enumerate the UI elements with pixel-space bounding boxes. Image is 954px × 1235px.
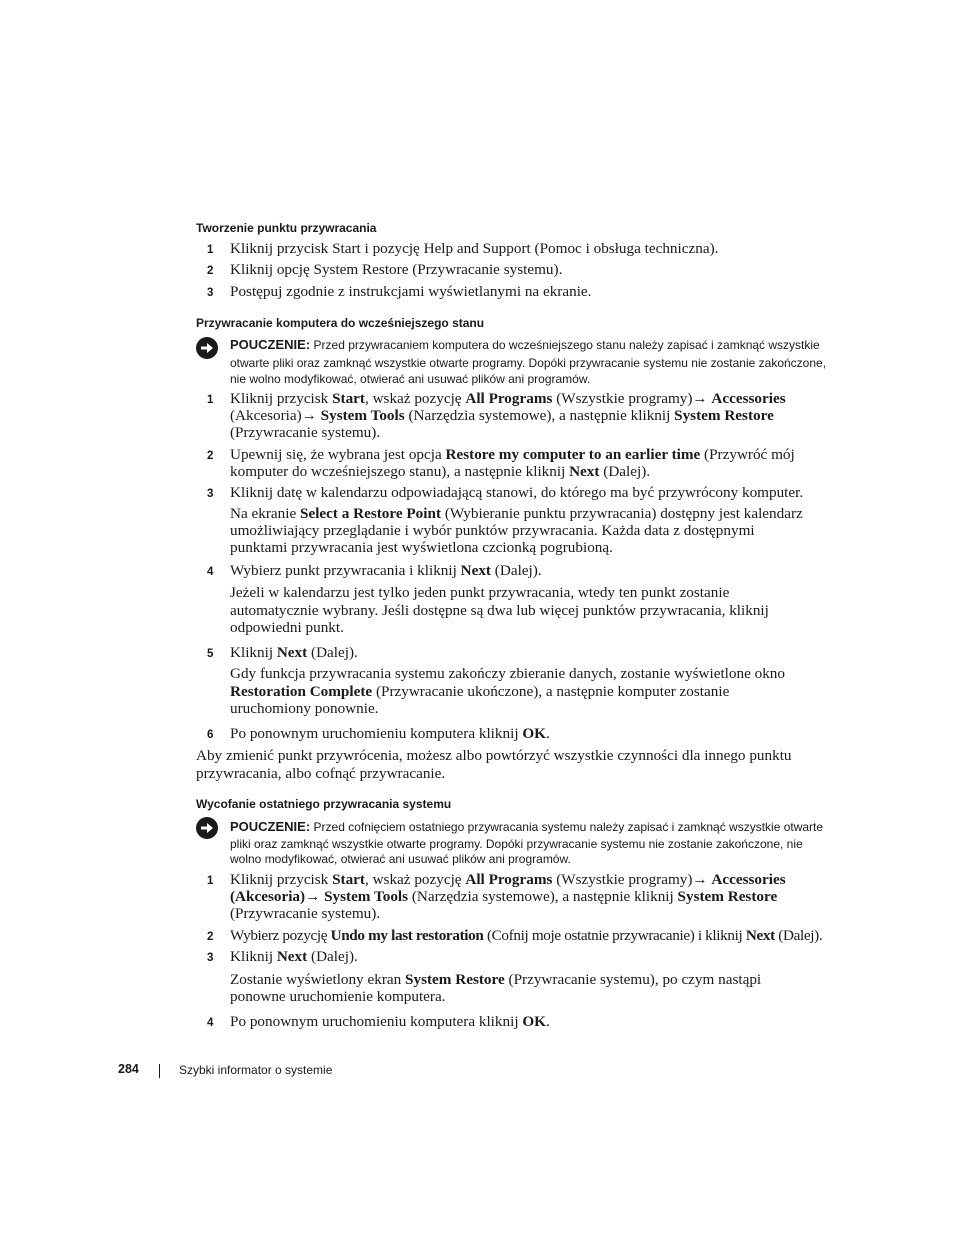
text: , wskaż pozycję [364,390,466,407]
text: Zostanie wyświetlony ekran [230,971,406,988]
step-text [230,1013,550,1030]
text: (Dalej). [307,644,358,661]
ui-term: Next [276,644,308,661]
ui-term: Restoration Complete [230,683,373,700]
ui-term: Undo my last restoration [330,927,484,944]
text: (Wszystkie programy)→ [552,390,712,407]
step-detail: umożliwiający przeglądanie i wybór punktów przywracania. Każda data z dostępnymi [230,522,755,539]
step-number: 1 [207,394,214,406]
ui-term: Start [332,871,365,888]
notice-label: POUCZENIE: [230,819,311,834]
step-number: 1 [207,244,214,256]
step-number: 4 [207,566,214,578]
text: Kliknij przycisk [230,390,333,407]
step-text [230,463,650,480]
step-text [230,725,550,742]
text: (Narzędzia systemowe), a następnie kliknij [408,888,678,905]
section-heading-create-restore-point: Tworzenie punktu przywracania [196,221,377,235]
ui-term: System Tools [324,888,409,905]
step-text: Postępuj zgodnie z instrukcjami wyświetlanymi na ekranie. [230,283,592,300]
step-number: 3 [207,488,214,500]
step-number: 2 [207,931,214,943]
step-number: 3 [207,952,214,964]
notice-text: Przed cofnięciem ostatniego przywracania systemu należy zapisać i zamknąć wszystkie otwarte [313,820,824,834]
ui-term: System Restore [405,971,505,988]
ui-term: Accessories [711,390,786,407]
step-text-content: Kliknij przycisk Start i pozycję Help and Support (Pomoc i obsługa techniczna). [230,240,719,257]
text: Kliknij [230,644,277,661]
step-detail: automatycznie wybrany. Jeśli dostępne są dwa lub więcej punktów przywracania, kliknij [230,602,769,619]
step-text [230,888,777,905]
paragraph-line: Aby zmienić punkt przywrócenia, możesz albo powtórzyć wszystkie czynności dla innego punktu [196,747,792,764]
text: (Przywracanie systemu), po czym nastąpi [504,971,762,988]
step-text [230,562,542,579]
text: (Dalej). [307,948,358,965]
ui-term: System Tools [320,407,405,424]
notice-text: Przed przywracaniem komputera do wcześniejszego stanu należy zapisać i zamknąć wszystkie [313,338,820,352]
notice-line-3: wolno modyfikować, otwierać ani usuwać plików ani programów. [230,852,571,866]
step-text [230,390,786,407]
text: Wybierz pozycję [230,927,331,944]
step-text [230,407,774,424]
ui-term: All Programs [465,390,553,407]
text: (Dalej). [599,463,651,480]
ui-term: All Programs [465,871,553,888]
step-detail: Jeżeli w kalendarzu jest tylko jeden punkt przywracania, wtedy ten punkt zostanie [230,584,730,601]
step-detail [230,971,761,988]
text: Kliknij przycisk [230,871,333,888]
paragraph-line: przywracania, albo cofnąć przywracanie. [196,765,446,782]
text: (Przywracanie ukończone), a następnie komputer zostanie [372,683,730,700]
text: Po ponownym uruchomieniu komputera kliknij [230,1013,523,1030]
ui-term: Restore my computer to an earlier time [445,446,701,463]
notice-line-2: otwarte pliki oraz zamknąć wszystkie otwarte programy. Dopóki przywracanie systemu nie zostanie zakończone, [230,356,827,370]
section-heading-undo-restore: Wycofanie ostatniego przywracania systemu [196,797,452,811]
step-text: (Przywracanie systemu). [230,905,381,922]
section-heading-restore-earlier-state: Przywracanie komputera do wcześniejszego stanu [196,316,485,330]
step-number: 3 [207,287,214,299]
ui-term: OK [522,1013,546,1030]
text: (Przywróć mój [700,446,795,463]
text: Po ponownym uruchomieniu komputera kliknij [230,725,523,742]
ui-term: Next [745,927,775,944]
step-number: 2 [207,450,214,462]
step-number: 4 [207,1017,214,1029]
ui-term: OK [522,725,546,742]
step-text: (Przywracanie systemu). [230,424,381,441]
notice-arrow-icon [196,337,218,359]
step-detail: punktami przywracania jest wyświetlona czcionką pogrubioną. [230,539,613,556]
ui-term: System Restore [674,407,774,424]
ui-term: Next [276,948,308,965]
text: (Akcesoria)→ [230,407,321,424]
notice-line-1 [230,337,820,354]
text: , wskaż pozycję [364,871,466,888]
step-text: Kliknij opcję System Restore (Przywracanie systemu). [230,261,563,278]
text: komputer do wcześniejszego stanu), a następnie kliknij [230,463,570,480]
step-text [230,927,822,944]
step-detail [230,683,729,700]
ui-term: Next [569,463,600,480]
step-text [230,948,358,965]
step-text [230,446,795,463]
text: (Dalej). [491,562,542,579]
step-number: 2 [207,265,214,277]
notice-line-1 [230,819,823,836]
footer-divider [159,1064,160,1078]
ui-term: Accessories [711,871,786,888]
notice-line-3: nie wolno modyfikować, otwierać ani usuwać plików ani programów. [230,372,591,386]
text: (Cofnij moje ostatnie przywracanie) i kliknij [483,927,746,944]
notice-label: POUCZENIE: [230,337,311,352]
step-detail: Gdy funkcja przywracania systemu zakończy zbieranie danych, zostanie wyświetlone okno [230,665,785,682]
step-text [230,240,718,257]
notice-line-2: pliki oraz zamknąć wszystkie otwarte programy. Dopóki przywracanie systemu nie zostanie zakończone, nie [230,837,803,851]
ui-term: Select a Restore Point [300,505,442,522]
step-text [230,644,358,661]
ui-term: Start [332,390,365,407]
notice-arrow-icon [196,817,218,839]
text: (Dalej). [774,927,823,944]
ui-term: (Akcesoria)→ [230,888,325,905]
page-number: 284 [118,1062,139,1076]
ui-term: System Restore [677,888,778,905]
step-number: 5 [207,648,214,660]
text: Na ekranie [230,505,300,522]
text: Kliknij [230,948,277,965]
text: . [545,1013,550,1030]
step-number: 1 [207,875,214,887]
step-text: Kliknij datę w kalendarzu odpowiadającą stanowi, do którego ma być przywrócony komputer. [230,484,804,501]
step-text [230,871,786,888]
text: Upewnij się, że wybrana jest opcja [230,446,446,463]
text: (Wybieranie punktu przywracania) dostępny jest kalendarz [441,505,803,522]
text: (Wszystkie programy)→ [552,871,712,888]
step-detail: odpowiedni punkt. [230,619,344,636]
footer-title: Szybki informator o systemie [179,1063,333,1077]
ui-term: Next [460,562,491,579]
step-detail: ponowne uruchomienie komputera. [230,988,446,1005]
step-detail: uruchomiony ponownie. [230,700,379,717]
step-detail [230,505,803,522]
text: Wybierz punkt przywracania i kliknij [230,562,461,579]
step-number: 6 [207,729,214,741]
text: (Narzędzia systemowe), a następnie kliknij [404,407,675,424]
text: . [545,725,550,742]
